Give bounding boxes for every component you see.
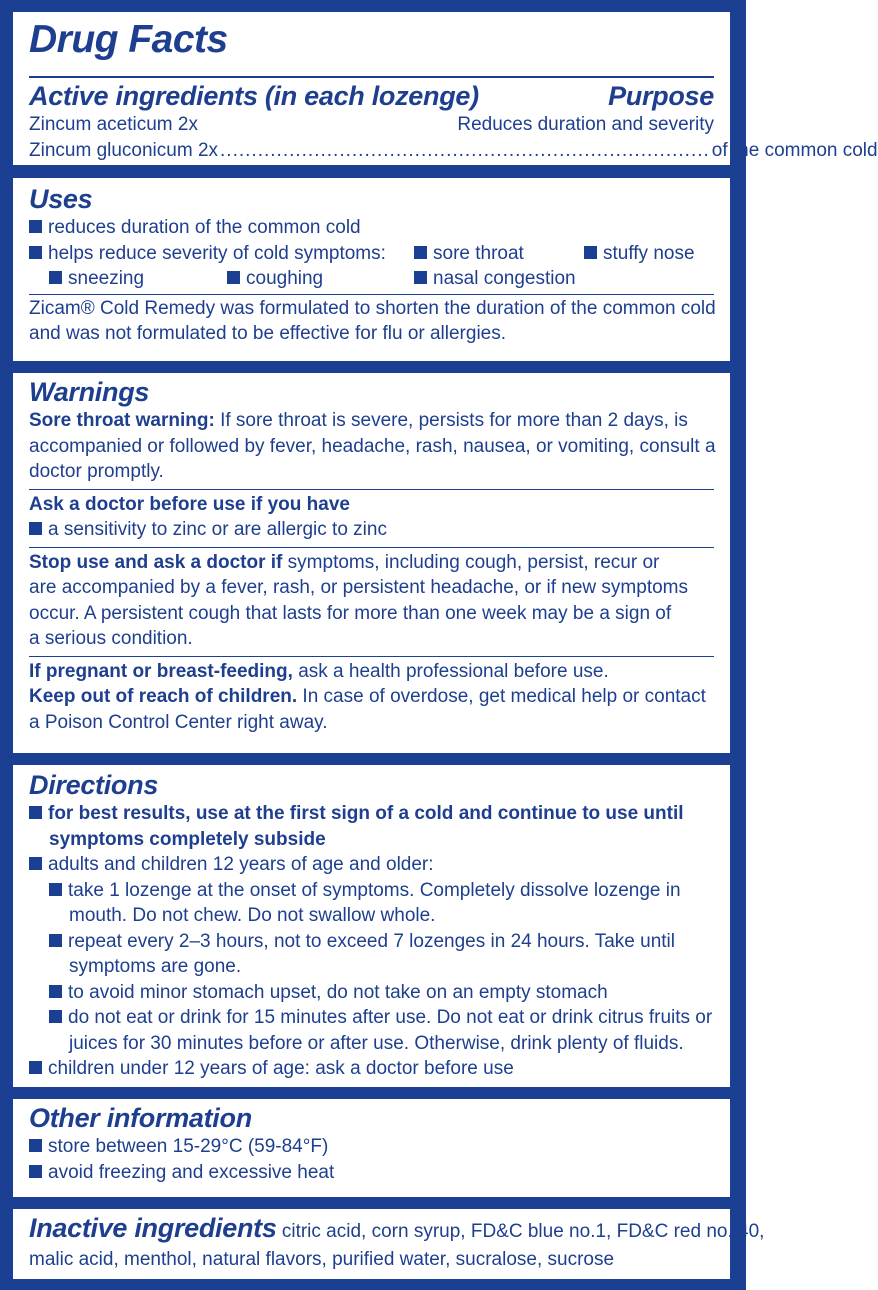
inactive-ingredients-text: citric acid, corn syrup, FD&C blue no.1, FD&C red no. 40, bbox=[276, 1221, 765, 1242]
pregnant-text: ask a health professional before use. bbox=[292, 660, 609, 682]
direction-item: for best results, use at the first sign of a cold and continue to use until bbox=[48, 803, 684, 824]
sore-throat-text: accompanied or followed by fever, headache, rash, nausea, or vomiting, consult a bbox=[29, 435, 716, 457]
uses-heading: Uses bbox=[29, 184, 93, 214]
purpose-1: Reduces duration and severity bbox=[457, 114, 714, 135]
bullet-icon bbox=[49, 934, 62, 947]
bullet-icon bbox=[414, 246, 427, 259]
ask-doctor-heading: Ask a doctor before use if you have bbox=[29, 493, 350, 515]
bullet-icon bbox=[29, 246, 42, 259]
bullet-icon bbox=[29, 220, 42, 233]
divider bbox=[29, 547, 714, 548]
bullet-icon bbox=[29, 1139, 42, 1152]
symptom-sore-throat: sore throat bbox=[433, 242, 524, 264]
direction-subitem: do not eat or drink for 15 minutes after use. Do not eat or drink citrus fruits or bbox=[68, 1007, 713, 1028]
warnings-section bbox=[13, 373, 730, 753]
inactive-ingredients-section bbox=[13, 1209, 765, 1279]
stop-use-label: Stop use and ask a doctor if bbox=[29, 551, 283, 573]
uses-note-line: and was not formulated to be effective for flu or allergies. bbox=[29, 323, 507, 344]
symptom-stuffy-nose: stuffy nose bbox=[603, 242, 695, 264]
stop-use-text: occur. A persistent cough that lasts for more than one week may be a sign of bbox=[29, 602, 672, 624]
purpose-heading: Purpose bbox=[608, 81, 714, 111]
divider bbox=[29, 294, 714, 295]
sore-throat-text: If sore throat is severe, persists for more than 2 days, is bbox=[214, 410, 688, 431]
directions-section bbox=[13, 765, 730, 1087]
direction-subitem: juices for 30 minutes before or after use. Otherwise, drink plenty of fluids. bbox=[69, 1032, 684, 1054]
symptom-coughing: coughing bbox=[246, 268, 324, 289]
active-ingredients-section bbox=[13, 12, 878, 165]
divider bbox=[29, 489, 714, 490]
symptom-sneezing: sneezing bbox=[68, 268, 145, 289]
stop-use-text: symptoms, including cough, persist, recur or bbox=[282, 551, 660, 573]
symptom-nasal-congestion: nasal congestion bbox=[433, 268, 576, 289]
uses-section bbox=[13, 178, 730, 361]
bullet-icon bbox=[29, 1165, 42, 1178]
stop-use-text: a serious condition. bbox=[29, 628, 193, 649]
keep-out-label: Keep out of reach of children. bbox=[29, 686, 298, 707]
bullet-icon bbox=[227, 271, 240, 284]
uses-item: helps reduce severity of cold symptoms: bbox=[48, 242, 386, 264]
leader-dots: .............................................................................. bbox=[220, 139, 710, 161]
divider bbox=[29, 76, 714, 78]
direction-item: adults and children 12 years of age and older: bbox=[48, 854, 434, 875]
direction-subitem: symptoms are gone. bbox=[69, 956, 242, 977]
other-information-section bbox=[13, 1099, 730, 1197]
bullet-icon bbox=[29, 1061, 42, 1074]
uses-item: reduces duration of the common cold bbox=[48, 217, 361, 238]
direction-item: symptoms completely subside bbox=[49, 828, 326, 850]
other-info-item: avoid freezing and excessive heat bbox=[48, 1161, 335, 1183]
bullet-icon bbox=[29, 522, 42, 535]
direction-subitem: mouth. Do not chew. Do not swallow whole. bbox=[69, 905, 436, 926]
warnings-heading: Warnings bbox=[29, 377, 150, 407]
ingredient-1: Zincum aceticum 2x bbox=[29, 114, 198, 135]
inactive-ingredients-heading: Inactive ingredients bbox=[29, 1213, 277, 1243]
bullet-icon bbox=[414, 271, 427, 284]
direction-subitem: to avoid minor stomach upset, do not take on an empty stomach bbox=[68, 981, 608, 1003]
bullet-icon bbox=[29, 857, 42, 870]
direction-item: children under 12 years of age: ask a doctor before use bbox=[48, 1058, 514, 1079]
other-information-heading: Other information bbox=[29, 1103, 252, 1133]
uses-note-line: Zicam® Cold Remedy was formulated to shorten the duration of the common cold bbox=[29, 297, 716, 319]
divider bbox=[29, 656, 714, 657]
keep-out-text: In case of overdose, get medical help or contact bbox=[297, 686, 706, 707]
direction-subitem: repeat every 2–3 hours, not to exceed 7 lozenges in 24 hours. Take until bbox=[68, 930, 675, 952]
bullet-icon bbox=[49, 883, 62, 896]
purpose-2: of the common cold bbox=[711, 139, 878, 161]
other-info-item: store between 15-29°C (59-84°F) bbox=[48, 1136, 329, 1157]
inactive-ingredients-text: malic acid, menthol, natural flavors, purified water, sucralose, sucrose bbox=[29, 1249, 615, 1270]
keep-out-text: a Poison Control Center right away. bbox=[29, 711, 328, 733]
stop-use-text: are accompanied by a fever, rash, or persistent headache, or if new symptoms bbox=[29, 577, 688, 598]
bullet-icon bbox=[584, 246, 597, 259]
ingredient-2: Zincum gluconicum 2x bbox=[29, 139, 219, 161]
directions-heading: Directions bbox=[29, 770, 159, 800]
ask-doctor-item: a sensitivity to zinc or are allergic to zinc bbox=[48, 519, 387, 540]
direction-subitem: take 1 lozenge at the onset of symptoms. Completely dissolve lozenge in bbox=[68, 879, 681, 901]
pregnant-label: If pregnant or breast-feeding, bbox=[29, 660, 293, 682]
bullet-icon bbox=[29, 806, 42, 819]
sore-throat-text: doctor promptly. bbox=[29, 461, 164, 482]
active-ingredients-heading: Active ingredients (in each lozenge) bbox=[29, 81, 479, 111]
bullet-icon bbox=[49, 985, 62, 998]
sore-throat-label: Sore throat warning: bbox=[29, 410, 215, 431]
page-title: Drug Facts bbox=[29, 18, 228, 61]
bullet-icon bbox=[49, 1010, 62, 1023]
bullet-icon bbox=[49, 271, 62, 284]
